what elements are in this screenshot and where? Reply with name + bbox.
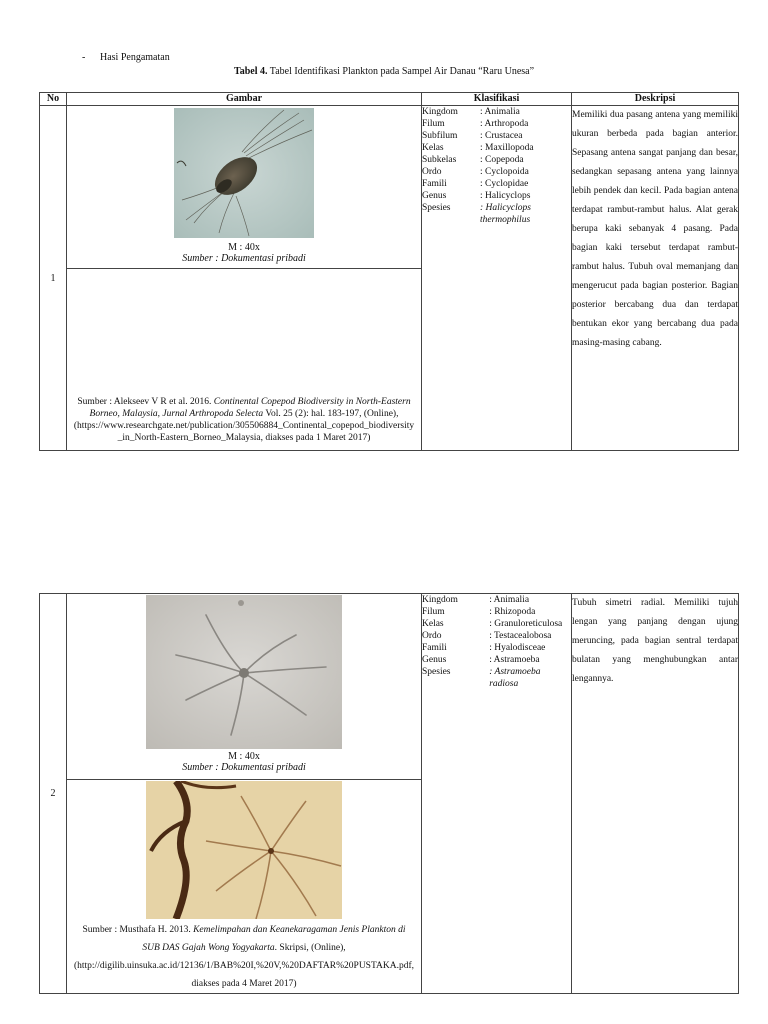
ref-prefix: Sumber : Alekseev V R et al. 2016. [77, 397, 214, 407]
rank-label: Subfilum [422, 131, 458, 141]
image-cell-own [67, 594, 422, 780]
classification-list [422, 106, 571, 226]
description-cell: Memiliki dua pasang antena yang memiliki ukuran berbeda pada bagian anterior. Sepasang antena sangat panjang dan besar, sedangkan sepasang antena yang lainnya lebih pendek dan kecil. Pada bagian antena terdapat rambut-rambut halus. Alat gerak berupa kaki sebanyak 4 pasang. Pada bagian kaki tersebut terdapat rambut-rambut halus. Tubuh oval memanjang dan mengerucut pada bagian posterior. Bagian posterior bercabang dua dan terdapat bentukan ekor yang bercabang dua pada masing-masing cabang. [572, 106, 739, 451]
ref-url: (http://digilib.uinsuka.ac.id/12136/1/BAB%20I,%20V,%20DAFTAR%20PUSTAKA.pdf, diakses pada 4 Maret 2017) [73, 961, 415, 989]
rank-label: Spesies [422, 667, 451, 677]
table-row [40, 594, 739, 780]
reference-cell [67, 780, 422, 994]
species-name: : Halicyclops thermophilus [480, 203, 531, 225]
rank-value: : Granuloreticulosa [489, 619, 563, 629]
list-dash: - [82, 52, 86, 63]
rank-label: Subkelas [422, 155, 457, 165]
caption-text: Tabel Identifikasi Plankton pada Sampel Air Danau “Raru Unesa” [267, 66, 535, 77]
classification-list [422, 594, 571, 690]
plankton-table-part-2 [39, 593, 739, 994]
list-item [422, 630, 571, 642]
header-deskripsi: Deskripsi [572, 93, 739, 106]
rank-value: : Halicyclops [480, 191, 531, 201]
amoeba-reference-svg [146, 781, 342, 919]
copepod-photo-svg [174, 108, 314, 238]
ref-url: (https://www.researchgate.net/publication/305506884_Continental_copepod_biodiversity_in_North-Eastern_Borneo_Malaysia, diakses pada 1 Maret 2017) [73, 421, 415, 443]
amoeba-photo-svg [146, 595, 342, 749]
magnification-label: M : 40x [228, 751, 260, 762]
rank-label: Ordo [422, 167, 442, 177]
reference-cell [67, 269, 422, 451]
ref-title: Continental Copepod Biodiversity in North-Eastern Borneo, Malaysia, Jurnal Arthropoda Selecta [89, 397, 411, 419]
list-item [422, 618, 571, 630]
ref-title: Kemelimpahan dan Keanekaragaman Jenis Plankton di SUB DAS Gajah Wong Yogyakarta [142, 925, 406, 953]
rank-value: : Hyalodisceae [489, 643, 546, 653]
photo-source: Sumber : Dokumentasi pribadi [182, 762, 306, 773]
rank-value: : Crustacea [480, 131, 523, 141]
list-item [422, 202, 571, 226]
rank-value: : Animalia [480, 107, 520, 117]
list-item [422, 166, 571, 178]
rank-label: Ordo [422, 631, 442, 641]
classification-cell [422, 106, 572, 451]
table-header-row [40, 93, 739, 106]
list-item [422, 178, 571, 190]
row-number: 1 [40, 106, 67, 451]
rank-value: : Cyclopidae [480, 179, 529, 189]
species-name: : Astramoeba radiosa [489, 667, 541, 689]
rank-value: : Cyclopoida [480, 167, 529, 177]
list-item [422, 654, 571, 666]
table-caption [0, 66, 768, 77]
rank-label: Famili [422, 643, 447, 653]
amoeba-reference-photo [146, 781, 342, 919]
section-title: Hasi Pengamatan [100, 52, 170, 63]
ref-suffix: . Skripsi, (Online), [274, 943, 346, 953]
table-row [40, 106, 739, 269]
header-gambar: Gambar [67, 93, 422, 106]
rank-value: : Astramoeba [489, 655, 540, 665]
list-item [422, 642, 571, 654]
rank-label: Kingdom [422, 595, 458, 605]
reference-text [67, 921, 421, 993]
rank-value: : Maxillopoda [480, 143, 534, 153]
description-cell: Tubuh simetri radial. Memiliki tujuh lengan yang panjang dengan ujung meruncing, pada bagian sentral terdapat bulatan yang menghubungkan antar lengannya. [572, 594, 739, 994]
rank-value: : Rhizopoda [489, 607, 536, 617]
header-klasifikasi: Klasifikasi [422, 93, 572, 106]
copepod-photo [174, 108, 314, 238]
image-cell-own [67, 106, 422, 269]
rank-value-italic [487, 666, 571, 690]
rank-label: Kelas [422, 619, 444, 629]
photo-source: Sumber : Dokumentasi pribadi [182, 253, 306, 264]
rank-value: : Copepoda [480, 155, 524, 165]
rank-value: : Arthropoda [480, 119, 529, 129]
list-item [422, 190, 571, 202]
list-item [422, 154, 571, 166]
caption-label: Tabel 4. [233, 66, 268, 77]
rank-label: Spesies [422, 203, 451, 213]
plankton-table-part-1 [39, 92, 739, 451]
rank-label: Famili [422, 179, 447, 189]
rank-label: Filum [422, 607, 445, 617]
rank-value: : Testacealobosa [489, 631, 552, 641]
magnification-label: M : 40x [228, 242, 260, 253]
rank-value-italic [478, 202, 571, 226]
rank-label: Kelas [422, 143, 444, 153]
rank-label: Filum [422, 119, 445, 129]
classification-cell [422, 594, 572, 994]
list-item [422, 594, 571, 606]
header-no: No [40, 93, 67, 106]
list-item [422, 130, 571, 142]
rank-label: Genus [422, 655, 447, 665]
row-number: 2 [40, 594, 67, 994]
list-item [422, 606, 571, 618]
rank-label: Kingdom [422, 107, 458, 117]
list-item [422, 666, 571, 690]
ref-suffix: Vol. 25 (2): hal. 183-197, (Online), [263, 409, 399, 419]
ref-prefix: Sumber : Musthafa H. 2013. [82, 925, 194, 935]
rank-value: : Animalia [489, 595, 530, 605]
reference-text [67, 396, 421, 444]
rank-label: Genus [422, 191, 447, 201]
list-item [422, 118, 571, 130]
amoeba-photo [146, 595, 342, 749]
list-item [422, 142, 571, 154]
list-item [422, 106, 571, 118]
